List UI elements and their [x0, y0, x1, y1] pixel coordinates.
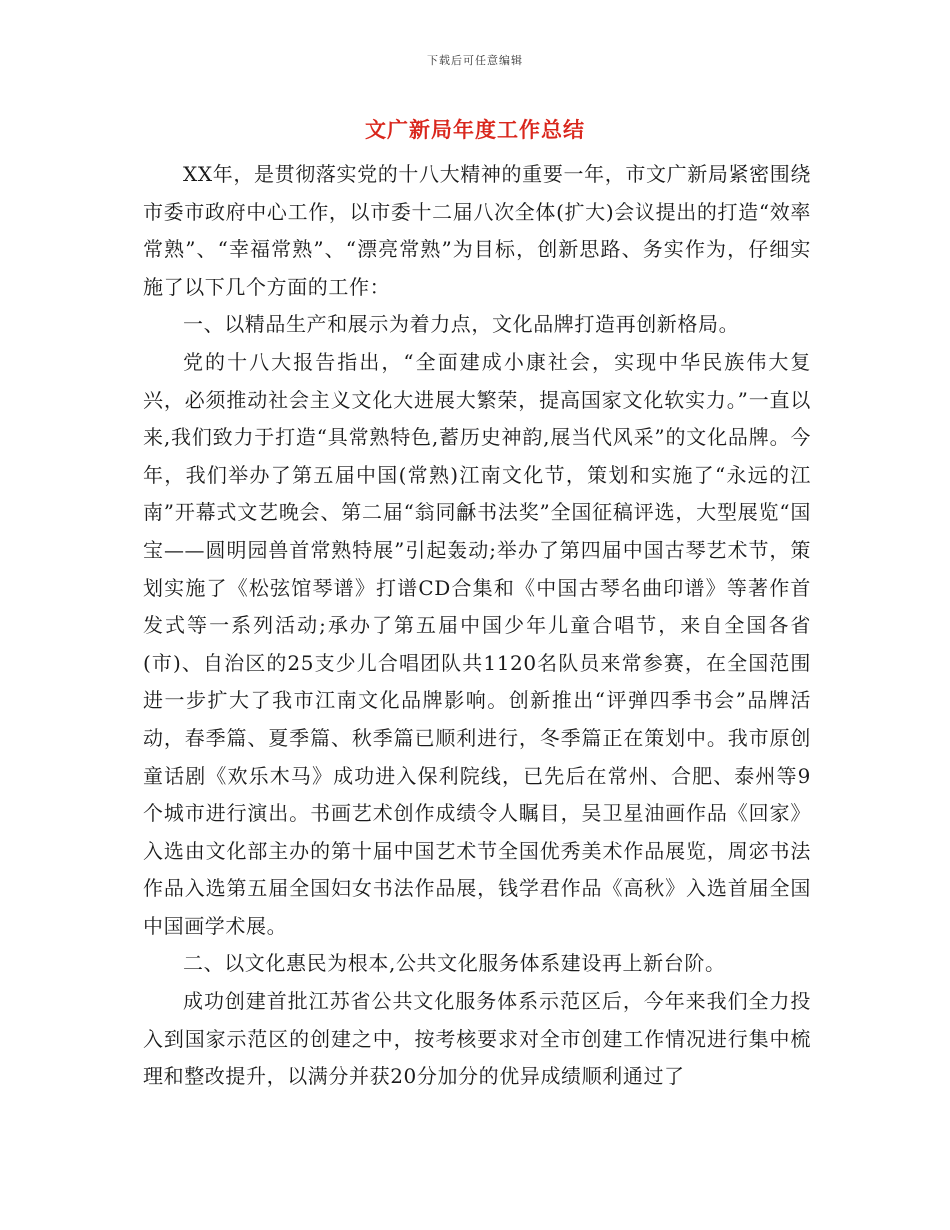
- section-heading-2: 二、以文化惠民为根本,公共文化服务体系建设再上新台阶。: [183, 951, 726, 976]
- paragraph-public-service: 成功创建首批江苏省公共文化服务体系示范区后，今年来我们全力投入到国家示范区的创建之中，按考核要求对全市创建工作情况进行集中梳理和整改提升，以满分并获20分加分的优异成绩顺利通过了: [143, 989, 811, 1089]
- document-body: [143, 156, 811, 1096]
- page-header-note: 下载后可任意编辑: [427, 54, 523, 67]
- paragraph-culture-brand: 党的十八大报告指出，“全面建成小康社会，实现中华民族伟大复兴，必须推动社会主义文化大进展大繁荣，提高国家文化软实力。”一直以来,我们致力于打造“具常熟特色,蓄历史神韵,展当代风采”的文化品牌。今年，我们举办了第五届中国(常熟)江南文化节，策划和实施了“永远的江南”开幕式文艺晚会、第二届“翁同龢书法奖”全国征稿评选，大型展览“国宝——圆明园兽首常熟特展”引起轰动;举办了第四届中国古琴艺术节，策划实施了《松弦馆琴谱》打谱CD合集和《中国古琴名曲印谱》等著作首发式等一系列活动;承办了第五届中国少年儿童合唱节，来自全国各省(市)、自治区的25支少儿合唱团队共1120名队员来常参赛，在全国范围进一步扩大了我市江南文化品牌影响。创新推出“评弹四季书会”品牌活动，春季篇、夏季篇、秋季篇已顺利进行，冬季篇正在策划中。我市原创童话剧《欢乐木马》成功进入保利院线，已先后在常州、合肥、泰州等9个城市进行演出。书画艺术创作成绩令人瞩目，吴卫星油画作品《回家》入选由文化部主办的第十届中国艺术节全国优秀美术作品展览，周宓书法作品入选第五届全国妇女书法作品展，钱学君作品《高秋》入选首届全国中国画学术展。: [143, 349, 811, 938]
- paragraph-intro: XX年，是贯彻落实党的十八大精神的重要一年，市文广新局紧密围绕市委市政府中心工作，以市委十二届八次全体(扩大)会议提出的打造“效率常熟”、“幸福常熟”、“漂亮常熟”为目标，创新思路、务实作为，仔细实施了以下几个方面的工作：: [143, 162, 811, 299]
- document-title: 文广新局年度工作总结: [365, 117, 585, 142]
- section-heading-1: 一、以精品生产和展示为着力点，文化品牌打造再创新格局。: [183, 312, 740, 337]
